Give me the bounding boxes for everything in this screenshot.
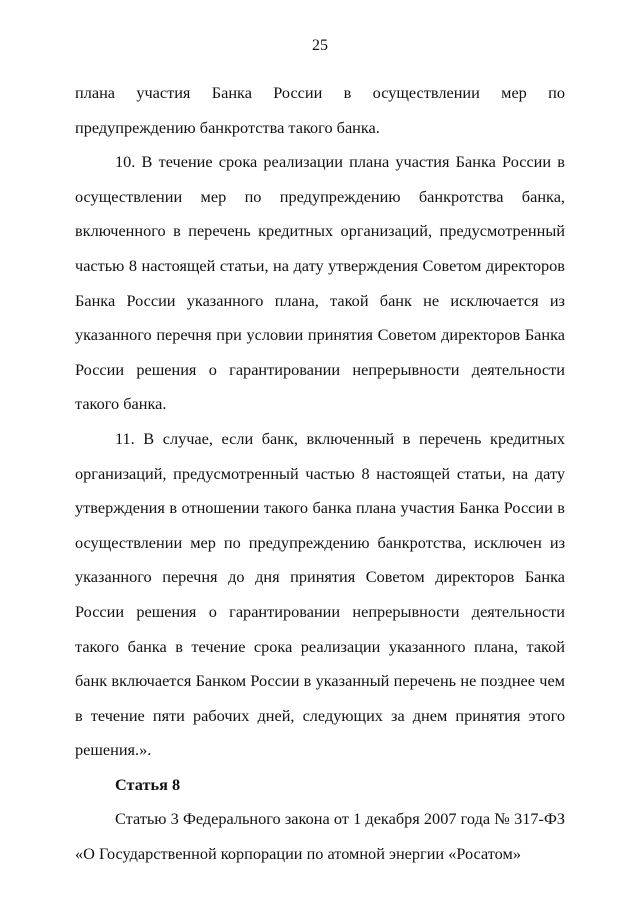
paragraph-item-10: 10. В течение срока реализации плана участия Банка России в осуществлении мер по предупреждению банкротства банка, включенного в перечень кредитных организаций, предусмотренный частью 8 настоящей статьи, на дату утверждения Советом директоров Банка России указанного плана, такой банк не исключается из указанного перечня при условии принятия Советом директоров Банка России решения о гарантировании непрерывности деятельности такого банка. bbox=[75, 152, 565, 414]
page-number: 25 bbox=[312, 37, 328, 54]
paragraph-article-8: Статью 3 Федерального закона от 1 декабря 2007 года № 317-ФЗ «О Государственной корпорации по атомной энергии «Росатом» bbox=[75, 809, 565, 864]
paragraph-item-11: 11. В случае, если банк, включенный в перечень кредитных организаций, предусмотренный частью 8 настоящей статьи, на дату утверждения в отношении такого банка плана участия Банка России в осуществлении мер по предупреждению банкротства, исключен из указанного перечня до дня принятия Советом директоров Банка России решения о гарантировании непрерывности деятельности такого банка в течение срока реализации указанного плана, такой банк включается Банком России в указанный перечень не позднее чем в течение пяти рабочих дней, следующих за днем принятия этого решения.». bbox=[75, 428, 565, 760]
document-body bbox=[75, 76, 565, 872]
paragraph-continuation: плана участия Банка России в осуществлении мер по предупреждению банкротства такого банка. bbox=[75, 83, 565, 137]
article-heading: Статья 8 bbox=[115, 774, 181, 794]
